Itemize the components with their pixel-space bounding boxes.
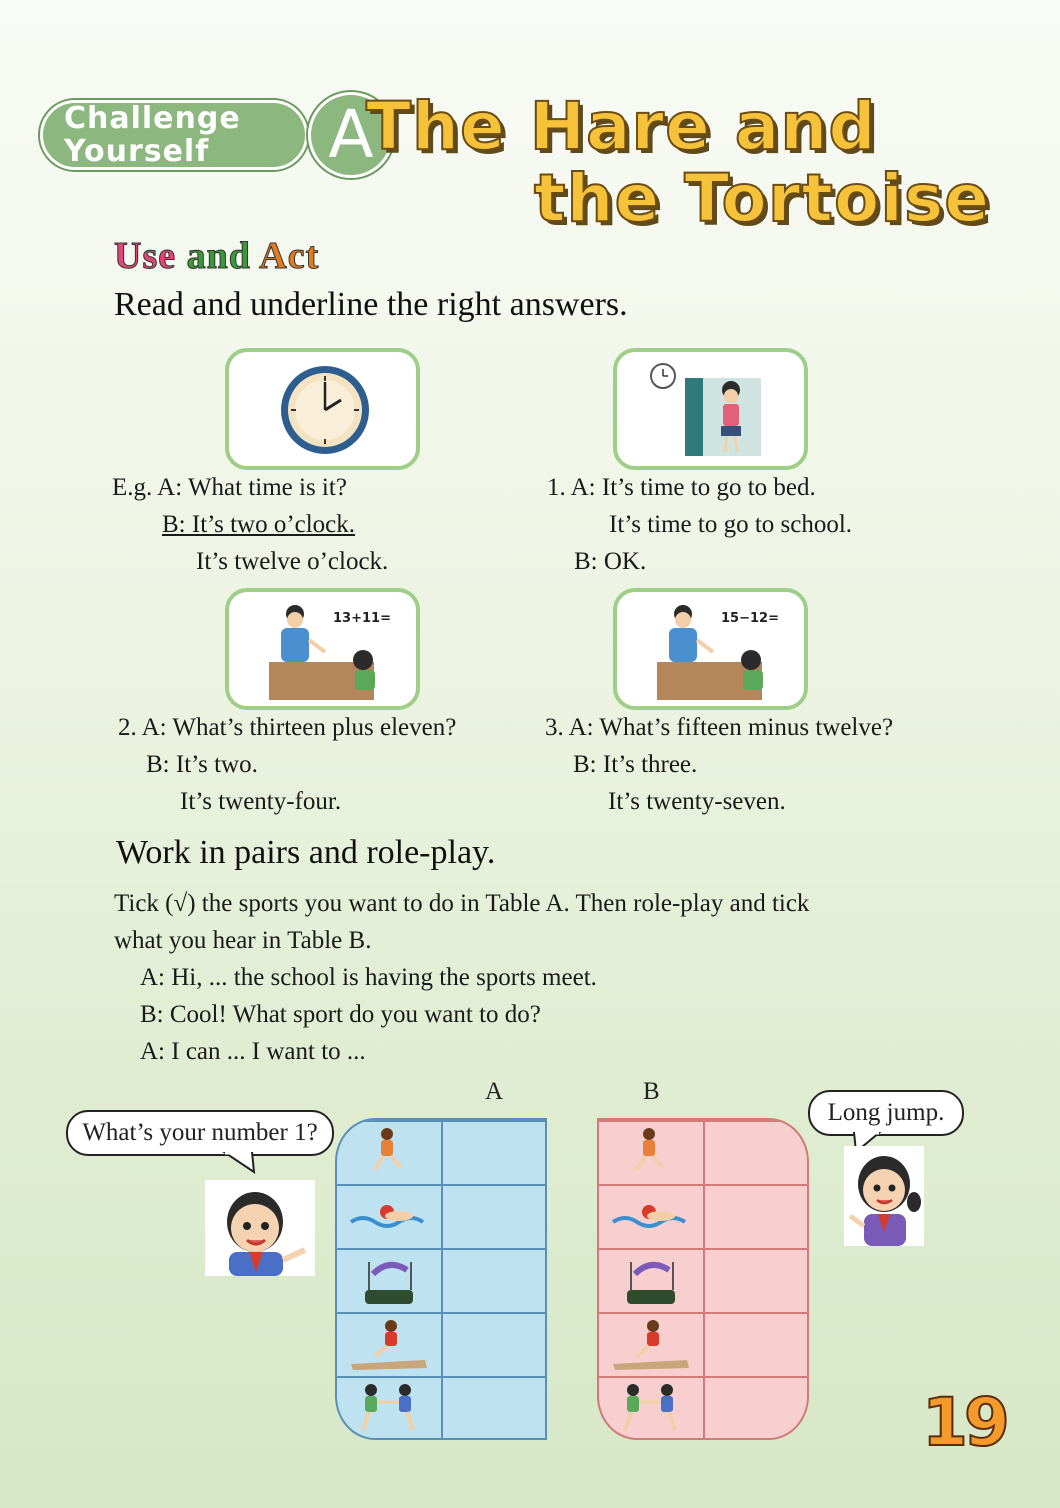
page-number: 19	[922, 1384, 1006, 1461]
badge-line-2: Yourself	[64, 134, 210, 169]
table-a-label: A	[485, 1078, 504, 1105]
q2-line-3: It’s twenty-four.	[180, 788, 342, 815]
q3-line-3: It’s twenty-seven.	[608, 788, 786, 815]
running-icon	[619, 1124, 683, 1180]
board-text-2: 15−12=	[721, 611, 779, 626]
table-b-label: B	[643, 1078, 660, 1105]
boy-speech-bubble: What’s your number 1?	[66, 1110, 334, 1156]
page-title-line-1: The Hare and	[366, 88, 877, 165]
math-class-picture-2	[613, 588, 808, 710]
teacher-student-icon	[617, 592, 804, 706]
girl-at-door-icon	[617, 352, 804, 466]
table-b-tick-cell-4[interactable]	[709, 1318, 805, 1374]
clock-icon	[229, 352, 416, 466]
q3-line-1: 3. A: What’s fifteen minus twelve?	[545, 714, 894, 741]
badge-letter: A	[328, 96, 374, 173]
use-word: Use	[114, 235, 177, 277]
example-line-2: B: It’s two o’clock.	[162, 511, 356, 538]
table-b-tick-cell-5[interactable]	[709, 1382, 805, 1438]
relay-race-icon	[351, 1380, 429, 1438]
use-and-act-label	[114, 234, 319, 278]
badge-text	[64, 102, 294, 168]
board-text-1: 13+11=	[333, 611, 391, 626]
high-jump-icon	[359, 1252, 423, 1308]
long-jump-icon	[609, 1316, 693, 1372]
work-heading: Work in pairs and role-play.	[116, 834, 496, 871]
long-jump-icon	[347, 1316, 431, 1372]
teacher-student-icon	[229, 592, 416, 706]
relay-race-icon	[613, 1380, 691, 1438]
running-icon	[357, 1124, 421, 1180]
swimming-icon	[347, 1190, 431, 1242]
instruction-line-2: what you hear in Table B.	[114, 927, 372, 954]
and-word: and	[186, 235, 251, 277]
instruction-line-1: Tick (√) the sports you want to do in Table A. Then role-play and tick	[114, 890, 810, 917]
q1-line-1: 1. A: It’s time to go to bed.	[547, 474, 816, 501]
example-line-3: It’s twelve o’clock.	[196, 548, 389, 575]
boy-bubble-tail	[222, 1152, 262, 1174]
dialogue-line-2: B: Cool! What sport do you want to do?	[140, 1001, 541, 1028]
badge-line-1: Challenge	[64, 101, 241, 136]
girl-icon	[844, 1146, 924, 1246]
table-a-tick-cell-2[interactable]	[447, 1190, 543, 1246]
high-jump-icon	[621, 1252, 685, 1308]
table-a-tick-cell-4[interactable]	[447, 1318, 543, 1374]
q1-line-3: B: OK.	[574, 548, 647, 575]
page-title-line-2: the Tortoise	[534, 160, 990, 237]
dialogue-line-3: A: I can ... I want to ...	[140, 1038, 366, 1065]
q3-line-2: B: It’s three.	[573, 751, 698, 778]
sports-table-b	[597, 1118, 809, 1440]
swimming-icon	[609, 1190, 693, 1242]
q2-line-2: B: It’s two.	[146, 751, 258, 778]
girl-speech-bubble: Long jump.	[808, 1090, 964, 1136]
boy-icon	[205, 1180, 315, 1276]
q2-line-1: 2. A: What’s thirteen plus eleven?	[118, 714, 457, 741]
table-b-tick-cell-2[interactable]	[709, 1190, 805, 1246]
challenge-yourself-badge	[40, 92, 374, 178]
math-class-picture-1	[225, 588, 420, 710]
table-a-tick-cell-3[interactable]	[447, 1254, 543, 1310]
read-heading: Read and underline the right answers.	[114, 286, 628, 323]
school-door-picture	[613, 348, 808, 470]
table-b-tick-cell-1[interactable]	[709, 1126, 805, 1182]
clock-picture	[225, 348, 420, 470]
example-line-1: E.g. A: What time is it?	[112, 474, 347, 501]
act-word: Act	[259, 235, 320, 277]
sports-table-a	[335, 1118, 547, 1440]
table-a-tick-cell-5[interactable]	[447, 1382, 543, 1438]
dialogue-line-1: A: Hi, ... the school is having the sports meet.	[140, 964, 597, 991]
table-b-tick-cell-3[interactable]	[709, 1254, 805, 1310]
table-a-tick-cell-1[interactable]	[447, 1126, 543, 1182]
q1-line-2: It’s time to go to school.	[609, 511, 853, 538]
